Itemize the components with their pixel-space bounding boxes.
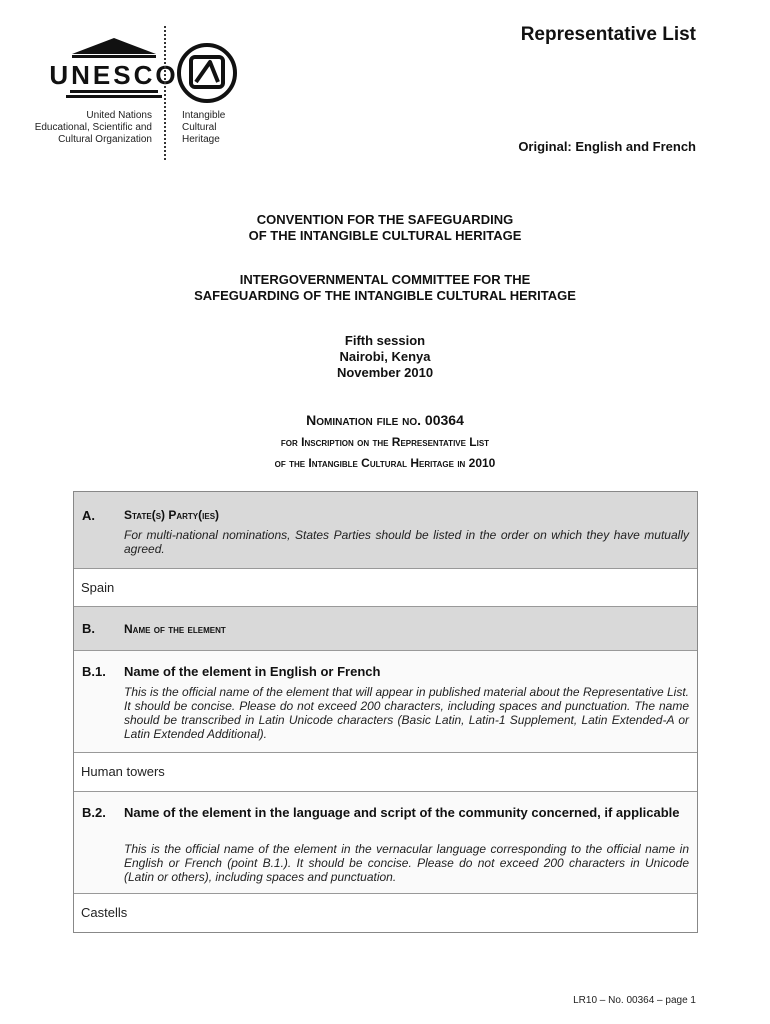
document-type: Representative List (520, 24, 696, 45)
unesco-caption-line: Cultural Organization (58, 134, 152, 145)
inscription-line-1: for Inscription on the Representative List (280, 435, 490, 449)
ich-caption-line: Heritage (182, 134, 220, 145)
section-b1-heading: Name of the element in English or French (124, 664, 381, 679)
nomination-form (73, 491, 698, 933)
section-a-label: A. (82, 508, 95, 523)
logo-divider (164, 26, 166, 160)
session-date: November 2010 (336, 365, 434, 380)
ich-caption (182, 110, 225, 146)
section-b-label: B. (82, 621, 95, 636)
vernacular-name-value: Castells (81, 905, 128, 920)
page-footer: LR10 – No. 00364 – page 1 (573, 995, 696, 1006)
vernacular-name-field[interactable] (74, 894, 697, 932)
nomination-file: Nomination file no. 00364 (306, 412, 464, 428)
unesco-caption-line: Educational, Scientific and (34, 122, 152, 133)
ich-caption-line: Intangible (182, 110, 226, 121)
unesco-caption (18, 110, 152, 146)
convention-line-2: OF THE INTANGIBLE CULTURAL HERITAGE (248, 228, 522, 243)
original-language: Original: English and French (518, 139, 696, 154)
place: Nairobi, Kenya (339, 349, 431, 364)
section-b2-header (74, 792, 697, 894)
unesco-caption-line: United Nations (86, 110, 152, 121)
section-b2-label: B.2. (82, 805, 106, 820)
committee-title (0, 272, 770, 304)
section-b1-header (74, 651, 697, 753)
section-b2-note: This is the official name of the element in the vernacular language corresponding to the official name in English or French (point B.1.). It should be concise. Please do not exceed 200 characters in Unicode (Latin or others), including spaces and punctuation. (124, 842, 689, 884)
section-b1-note: This is the official name of the element that will appear in published material about the Representative List. It should be concise. Please do not exceed 200 characters, including spaces and punctuation. The name should be transcribed in Latin Unicode characters (Basic Latin, Latin-1 Supplement, Latin Extended-A or Latin Extended Additional). (124, 685, 689, 741)
inscription-line-2: of the Intangible Cultural Heritage in 2010 (274, 456, 496, 470)
ich-caption-line: Cultural (182, 122, 217, 133)
section-b-heading: Name of the element (124, 622, 226, 636)
unesco-logo (49, 38, 179, 102)
section-a-note: For multi-national nominations, States Parties should be listed in the order on which they have mutually agreed. (124, 528, 689, 556)
committee-line-2: SAFEGUARDING OF THE INTANGIBLE CULTURAL HERITAGE (194, 288, 576, 303)
section-b1-label: B.1. (82, 664, 106, 679)
convention-title (0, 212, 770, 244)
committee-line-1: INTERGOVERNMENTAL COMMITTEE FOR THE (239, 272, 531, 287)
convention-line-1: CONVENTION FOR THE SAFEGUARDING (256, 212, 514, 227)
element-name-field[interactable] (74, 753, 697, 792)
section-b2-heading: Name of the element in the language and script of the community concerned, if applicable (124, 805, 680, 820)
element-name-value: Human towers (81, 764, 165, 779)
states-parties-value: Spain (81, 580, 115, 595)
unesco-logo-text: UNESCO (49, 60, 179, 90)
section-b-header (74, 607, 697, 651)
section-a-header (74, 492, 697, 569)
session-info (0, 333, 770, 381)
ich-emblem-icon (176, 42, 238, 104)
section-a-heading: State(s) Party(ies) (124, 508, 220, 522)
session: Fifth session (344, 333, 426, 348)
states-parties-field[interactable] (74, 569, 697, 607)
